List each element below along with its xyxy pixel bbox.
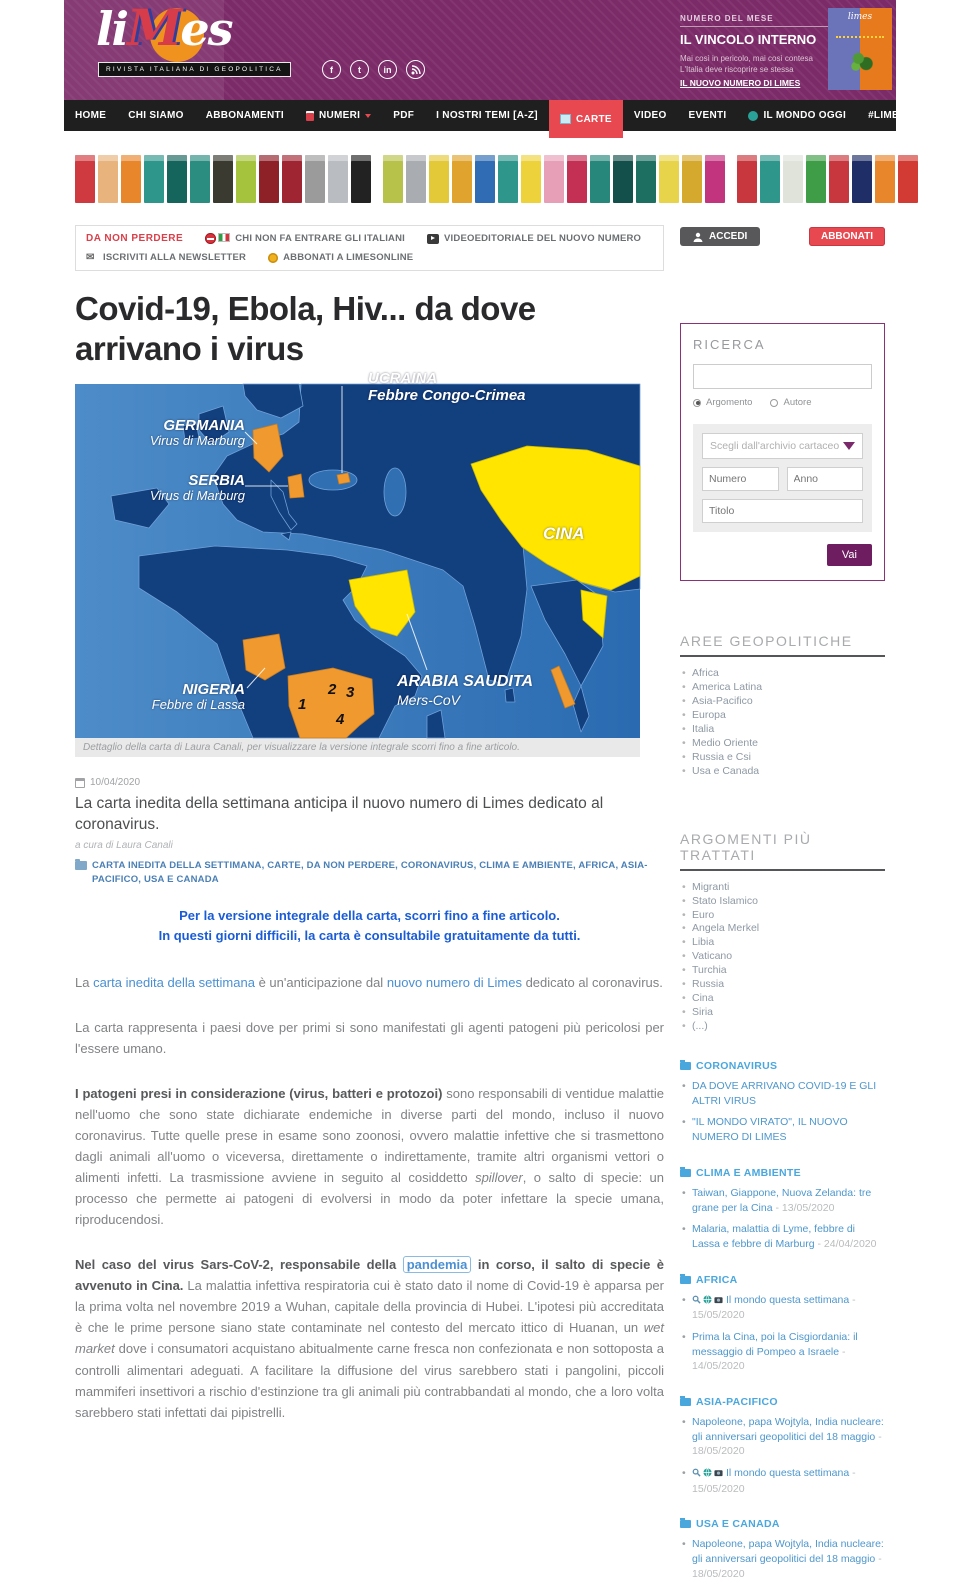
sidebar-link-siria[interactable]: • Siria bbox=[680, 1006, 885, 1020]
cover-decoration bbox=[836, 36, 884, 38]
magazine-cover[interactable] bbox=[521, 155, 541, 203]
sidebar-link-america-latina[interactable]: • America Latina bbox=[680, 681, 885, 695]
promo-link-iscriviti-alla-newsletter[interactable]: ✉ ISCRIVITI ALLA NEWSLETTER bbox=[86, 251, 247, 263]
aree-list bbox=[680, 667, 885, 779]
sidebar-article-item bbox=[680, 1537, 885, 1581]
folder-icon bbox=[75, 861, 87, 870]
archive-search-panel bbox=[693, 424, 872, 532]
magazine-cover[interactable] bbox=[305, 155, 325, 203]
folder-icon bbox=[680, 1398, 691, 1406]
magazine-cover[interactable] bbox=[236, 155, 256, 203]
magazine-cover[interactable] bbox=[852, 155, 872, 203]
no-entry-flag-icon bbox=[205, 233, 230, 244]
article-link[interactable]: Malaria, malattia di Lyme, febbre di Lassa e febbre di Marburg bbox=[692, 1223, 856, 1250]
numero-field[interactable] bbox=[702, 467, 779, 491]
globe-icon bbox=[748, 111, 758, 121]
search-input[interactable] bbox=[693, 364, 872, 389]
nav-item-abbonamenti[interactable]: ABBONAMENTI bbox=[205, 110, 284, 121]
sidebar-link-euro[interactable]: • Euro bbox=[680, 909, 885, 923]
magazine-cover[interactable] bbox=[498, 155, 518, 203]
article-link[interactable]: Napoleone, papa Wojtyla, India nucleare: gli anniversari geopolitici del 18 maggio bbox=[692, 1538, 884, 1566]
free-access-notice bbox=[75, 906, 664, 946]
sidebar-link-cina[interactable]: • Cina bbox=[680, 992, 885, 1006]
issue-cover-thumbnail[interactable] bbox=[828, 8, 892, 90]
newsletter-icon: ✉ bbox=[86, 251, 95, 263]
magnifier-icon bbox=[692, 1294, 701, 1309]
sidebar-link-usa-e-canada[interactable]: • Usa e Canada bbox=[680, 765, 885, 779]
notice-line1: Per la versione integrale della carta, scorri fino a fine articolo. bbox=[179, 907, 560, 923]
article-date-row bbox=[75, 777, 664, 788]
magazine-cover[interactable] bbox=[406, 155, 426, 203]
sidebar-link-russia[interactable]: • Russia bbox=[680, 978, 885, 992]
promo-link-videoeditoriale-del-nuovo-numero[interactable]: VIDEOEDITORIALE DEL NUOVO NUMERO bbox=[427, 233, 641, 244]
radio-argomento[interactable]: Argomento bbox=[693, 397, 752, 408]
virus-origin-map bbox=[75, 370, 640, 738]
nav-item-chi-siamo[interactable]: CHI SIAMO bbox=[128, 110, 184, 121]
login-label: ACCEDI bbox=[709, 231, 748, 242]
article-paragraph-4: Nel caso del virus Sars-CoV-2, responsabile della pandemia in corso, il salto di specie è avvenuto in Cina. La malattia infettiva respiratoria cui è stato dato il nome di Covid-19 è apparsa per la prima volta nel novembre 2019 a Wuhan, capitale della provincia di Hubei. L'ipotesi più accreditata è che le prime persone siano state contaminate nel contesto del mercato ittico di Huanan, un wet market dove i consumatori acquistano abitualmente carne fresca non confezionata e non sottoposta a controlli alimentari adeguati. A facilitare la diffusione del virus sarebbero stati i pangolini, piccoli mammiferi insettivori a rischio d'estinzione tra gli animali più contrabbandati al mondo, che a loro volta sarebbero stati infettati dai pipistrelli. bbox=[75, 1257, 664, 1420]
archive-select[interactable]: Scegli dall'archivio cartaceo bbox=[702, 433, 863, 459]
sidebar-link-asia-pacifico[interactable]: • Asia-Pacifico bbox=[680, 695, 885, 709]
article-body bbox=[75, 972, 664, 1423]
article-date: - 15/05/2020 bbox=[692, 1293, 856, 1322]
sidebar-link-[interactable]: • (...) bbox=[680, 1020, 885, 1034]
nav-item-video[interactable]: VIDEO bbox=[633, 110, 667, 121]
notice-line2: In questi giorni difficili, la carta è consultabile gratuitamente da tutti. bbox=[158, 927, 581, 943]
sidebar-article-item bbox=[680, 1186, 885, 1215]
magazine-cover[interactable] bbox=[98, 155, 118, 203]
magazine-cover[interactable] bbox=[636, 155, 656, 203]
magazine-cover[interactable] bbox=[705, 155, 725, 203]
promo-row bbox=[75, 225, 885, 271]
promo-box bbox=[75, 225, 664, 271]
search-title: RICERCA bbox=[693, 337, 766, 352]
article-link[interactable]: "IL MONDO VIRATO", IL NUOVO NUMERO DI LIMES bbox=[692, 1116, 848, 1144]
nav-item-limesnerd[interactable]: #LIMESNERD bbox=[868, 110, 936, 121]
article-date: - 24/04/2020 bbox=[814, 1237, 877, 1250]
nav-item-home[interactable]: HOME bbox=[75, 110, 107, 121]
article-link[interactable]: DA DOVE ARRIVANO COVID-19 E GLI ALTRI VIRUS bbox=[692, 1080, 877, 1107]
magazine-cover[interactable] bbox=[259, 155, 279, 203]
magazine-cover[interactable] bbox=[613, 155, 633, 203]
logo-wordmark: liMes bbox=[96, 0, 232, 57]
magazine-cover[interactable] bbox=[190, 155, 210, 203]
article-tags[interactable] bbox=[75, 859, 664, 888]
sidebar-link-medio-oriente[interactable]: • Medio Oriente bbox=[680, 737, 885, 751]
sidebar-article-item bbox=[680, 1079, 885, 1108]
magazine-cover[interactable] bbox=[452, 155, 472, 203]
map-number-3: 3 bbox=[346, 684, 355, 702]
ndm-title[interactable]: IL VINCOLO INTERNO bbox=[680, 32, 817, 47]
promo-link-abbonati-a-limesonline[interactable]: ABBONATI A LIMESONLINE bbox=[268, 252, 413, 263]
magazine-cover[interactable] bbox=[898, 155, 918, 203]
sidebar-section-usa-e-canada bbox=[680, 1518, 885, 1581]
main-content bbox=[75, 289, 885, 1589]
promo-link-chi-non-fa-entrare-gli-italiani[interactable]: CHI NON FA ENTRARE GLI ITALIANI bbox=[205, 233, 405, 244]
map-label-nigeria: NIGERIA Febbre di Lassa bbox=[151, 681, 245, 713]
limes-logo[interactable] bbox=[92, 0, 322, 96]
magazine-cover[interactable] bbox=[806, 155, 826, 203]
inline-link[interactable]: nuovo numero di Limes bbox=[386, 974, 522, 990]
nav-item-pdf[interactable]: PDF bbox=[393, 110, 415, 121]
folder-icon bbox=[680, 1169, 691, 1177]
search-radio-row bbox=[693, 397, 872, 408]
map-label-serbia: SERBIA Virus di Marburg bbox=[149, 472, 245, 504]
article-column bbox=[75, 289, 664, 1447]
linkedin-icon[interactable]: in bbox=[378, 60, 397, 79]
sidebar-link-italia[interactable]: • Italia bbox=[680, 723, 885, 737]
map-number-1: 1 bbox=[298, 696, 307, 714]
article-date: - 14/05/2020 bbox=[692, 1345, 846, 1373]
magazine-cover[interactable] bbox=[682, 155, 702, 203]
calendar-icon bbox=[75, 778, 85, 788]
ndm-kicker: NUMERO DEL MESE bbox=[680, 14, 774, 23]
sidebar-section-africa bbox=[680, 1274, 885, 1374]
article-link[interactable]: Il mondo questa settimana bbox=[726, 1293, 850, 1306]
search-submit-button[interactable]: Vai bbox=[827, 544, 872, 566]
sidebar-article-item bbox=[680, 1415, 885, 1459]
site-header bbox=[64, 0, 896, 100]
covers-strip bbox=[75, 155, 885, 203]
sidebar-link-migranti[interactable]: • Migranti bbox=[680, 881, 885, 895]
camera-icon bbox=[714, 1467, 723, 1482]
article-date: - 15/05/2020 bbox=[692, 1467, 856, 1495]
sidebar-article-item bbox=[680, 1466, 885, 1496]
sidebar-link-turchia[interactable]: • Turchia bbox=[680, 964, 885, 978]
map-label-germania: GERMANIA Virus di Marburg bbox=[149, 417, 245, 449]
nav-item-numeri[interactable]: NUMERI bbox=[295, 100, 382, 131]
magazine-cover[interactable] bbox=[783, 155, 803, 203]
radio-dot bbox=[770, 399, 778, 407]
chevron-down-icon bbox=[843, 442, 855, 450]
section-title-africa[interactable]: AFRICA bbox=[680, 1274, 885, 1286]
article-paragraph-2: La carta rappresenta i paesi dove per primi si sono manifestati gli agenti patogeni più pericolosi per l'essere umano. bbox=[75, 1019, 664, 1056]
magazine-cover[interactable] bbox=[475, 155, 495, 203]
book-icon bbox=[306, 111, 314, 121]
globe-icon bbox=[703, 1467, 712, 1482]
sidebar-section-coronavirus bbox=[680, 1060, 885, 1145]
magnifier-icon bbox=[692, 1467, 701, 1482]
article-date: - 18/05/2020 bbox=[692, 1430, 882, 1458]
twitter-icon[interactable]: t bbox=[350, 60, 369, 79]
magazine-cover[interactable] bbox=[590, 155, 610, 203]
sidebar-link-vaticano[interactable]: • Vaticano bbox=[680, 950, 885, 964]
tags-text[interactable]: CARTA INEDITA DELLA SETTIMANA, CARTE, DA NON PERDERE, CORONAVIRUS, CLIMA E AMBIENTE, AFRICA, ASIA-PACIFICO, USA E CANADA bbox=[92, 860, 648, 886]
account-buttons bbox=[680, 225, 885, 246]
facebook-icon[interactable]: f bbox=[322, 60, 341, 79]
sidebar-sections bbox=[680, 1060, 885, 1581]
article-paragraph-3: I patogeni presi in considerazione (virus, batteri e protozoi) sono responsabili di ventidue malattie nell'uomo che sono state dichiarate endemiche in diverse parti del mondo, incluso il nuovo coronavirus. Tutte quelle prese in esame sono zoonosi, ovvero malattie infettive che si trasmettono dagli animali all'uomo o viceversa, direttamente o indirettamente, tramite altri organismi vettori o alimenti infetti. La trasmissione avviene in seguito al cosiddetto spillover, o salto di specie: un processo che permette ai patogeni di evolversi in modo da poter infettare la specie umana, riproducendosi. bbox=[75, 1085, 664, 1228]
magazine-cover[interactable] bbox=[875, 155, 895, 203]
article-date: - 18/05/2020 bbox=[692, 1553, 882, 1580]
article-link[interactable]: Il mondo questa settimana bbox=[726, 1467, 850, 1480]
sidebar-article-item bbox=[680, 1115, 885, 1144]
titolo-field[interactable] bbox=[702, 499, 863, 523]
magazine-cover[interactable] bbox=[75, 155, 95, 203]
nav-item-i-nostri-temi-a-z[interactable]: I NOSTRI TEMI [A-Z] bbox=[436, 110, 538, 121]
article-paragraph-1: La carta inedita della settimana è un'anticipazione dal nuovo numero di Limes dedicato al coronavirus. bbox=[75, 974, 663, 990]
nav-item-carte[interactable]: CARTE bbox=[549, 100, 623, 138]
sidebar-section-asia-pacifico bbox=[680, 1396, 885, 1496]
magazine-cover[interactable] bbox=[760, 155, 780, 203]
page-title: Covid-19, Ebola, Hiv... da dove arrivano i virus bbox=[75, 290, 536, 367]
login-button[interactable] bbox=[680, 227, 760, 246]
ndm-line2: L'Italia deve riscoprire se stessa bbox=[680, 65, 794, 74]
map-label-arabia-saudita: ARABIA SAUDITA Mers-CoV bbox=[397, 673, 533, 708]
cover-logo: limes bbox=[847, 12, 873, 22]
numero-del-mese bbox=[680, 14, 828, 88]
sidebar-link-europa[interactable]: • Europa bbox=[680, 709, 885, 723]
section-title-usa-e-canada[interactable]: USA E CANADA bbox=[680, 1518, 885, 1530]
promo-label: DA NON PERDERE bbox=[86, 233, 184, 244]
nav-item-eventi[interactable]: EVENTI bbox=[688, 110, 727, 121]
map-number-2: 2 bbox=[328, 681, 337, 699]
ndm-line1: Mai così in pericolo, mai così contesa bbox=[680, 54, 813, 63]
section-title-asia-pacifico[interactable]: ASIA-PACIFICO bbox=[680, 1396, 885, 1408]
subscribe-button[interactable]: ABBONATI bbox=[809, 227, 885, 246]
magazine-cover[interactable] bbox=[144, 155, 164, 203]
chevron-down-icon bbox=[365, 114, 371, 118]
map-number-4: 4 bbox=[336, 711, 345, 729]
user-icon bbox=[693, 232, 703, 242]
ndm-cta-link[interactable]: IL NUOVO NUMERO DI LIMES bbox=[680, 78, 801, 88]
magazine-cover[interactable] bbox=[167, 155, 187, 203]
article-date: - 13/05/2020 bbox=[772, 1201, 835, 1214]
magazine-cover[interactable] bbox=[544, 155, 564, 203]
folder-icon bbox=[680, 1520, 691, 1528]
globe-icon bbox=[703, 1294, 712, 1309]
site-wrapper bbox=[64, 0, 936, 1589]
section-title-clima-e-ambiente[interactable]: CLIMA E AMBIENTE bbox=[680, 1167, 885, 1179]
sidebar-link-russia-e-csi[interactable]: • Russia e Csi bbox=[680, 751, 885, 765]
radio-autore[interactable]: Autore bbox=[770, 397, 811, 408]
video-icon bbox=[427, 234, 439, 244]
article-standfirst: La carta inedita della settimana anticipa il nuovo numero di Limes dedicato al coronavirus. bbox=[75, 795, 604, 834]
magazine-cover[interactable] bbox=[328, 155, 348, 203]
folder-icon bbox=[680, 1062, 691, 1070]
cover-art bbox=[848, 48, 874, 74]
sidebar bbox=[680, 289, 885, 1589]
section-title-coronavirus[interactable]: CORONAVIRUS bbox=[680, 1060, 885, 1072]
map-caption: Dettaglio della carta di Laura Canali, per visualizzare la versione integrale scorri fino a fine articolo. bbox=[75, 738, 640, 757]
search-box bbox=[680, 323, 885, 581]
rss-icon[interactable] bbox=[406, 60, 425, 79]
anno-field[interactable] bbox=[787, 467, 864, 491]
social-icons bbox=[322, 60, 425, 79]
article-link[interactable]: Prima la Cina, poi la Cisgiordania: il messaggio di Pompeo a Israele bbox=[692, 1330, 858, 1358]
aree-heading: AREE GEOPOLITICHE bbox=[680, 633, 885, 657]
sidebar-article-item bbox=[680, 1330, 885, 1374]
logo-tagline: RIVISTA ITALIANA DI GEOPOLITICA bbox=[98, 62, 291, 77]
sidebar-link-libia[interactable]: • Libia bbox=[680, 936, 885, 950]
magazine-cover[interactable] bbox=[282, 155, 302, 203]
inline-link[interactable]: pandemia bbox=[403, 1256, 472, 1273]
magazine-cover[interactable] bbox=[429, 155, 449, 203]
map-icon bbox=[560, 114, 571, 124]
magazine-cover[interactable] bbox=[121, 155, 141, 203]
magazine-cover[interactable] bbox=[383, 155, 403, 203]
sidebar-link-africa[interactable]: • Africa bbox=[680, 667, 885, 681]
magazine-cover[interactable] bbox=[351, 155, 371, 203]
main-nav bbox=[64, 100, 936, 131]
sidebar-article-item bbox=[680, 1293, 885, 1323]
sidebar-link-angela-merkel[interactable]: • Angela Merkel bbox=[680, 922, 885, 936]
camera-icon bbox=[714, 1294, 723, 1309]
inline-link[interactable]: carta inedita della settimana bbox=[93, 974, 255, 990]
article-date: 10/04/2020 bbox=[90, 777, 141, 789]
argomenti-list bbox=[680, 881, 885, 1034]
magazine-cover[interactable] bbox=[659, 155, 679, 203]
map-label-cina: CINA bbox=[543, 524, 585, 544]
magazine-cover[interactable] bbox=[737, 155, 757, 203]
map-label-ucraina: UCRAINA Febbre Congo-Crimea bbox=[368, 370, 526, 405]
sidebar-article-item bbox=[680, 1222, 885, 1251]
sidebar-section-clima-e-ambiente bbox=[680, 1167, 885, 1252]
magazine-cover[interactable] bbox=[213, 155, 233, 203]
nav-item-il-mondo-oggi[interactable]: IL MONDO OGGI bbox=[737, 100, 857, 131]
article-byline: a cura di Laura Canali bbox=[75, 840, 173, 852]
magazine-cover[interactable] bbox=[567, 155, 587, 203]
article-link[interactable]: Taiwan, Giappone, Nuova Zelanda: tre grane per la Cina bbox=[692, 1186, 872, 1214]
subscribe-icon bbox=[268, 253, 278, 263]
divider bbox=[680, 26, 828, 27]
radio-dot bbox=[693, 399, 701, 407]
sidebar-link-stato-islamico[interactable]: • Stato Islamico bbox=[680, 895, 885, 909]
magazine-cover[interactable] bbox=[829, 155, 849, 203]
argomenti-heading: ARGOMENTI PIÙ TRATTATI bbox=[680, 831, 885, 871]
folder-icon bbox=[680, 1276, 691, 1284]
article-link[interactable]: Napoleone, papa Wojtyla, India nucleare: gli anniversari geopolitici del 18 maggio bbox=[692, 1416, 884, 1443]
